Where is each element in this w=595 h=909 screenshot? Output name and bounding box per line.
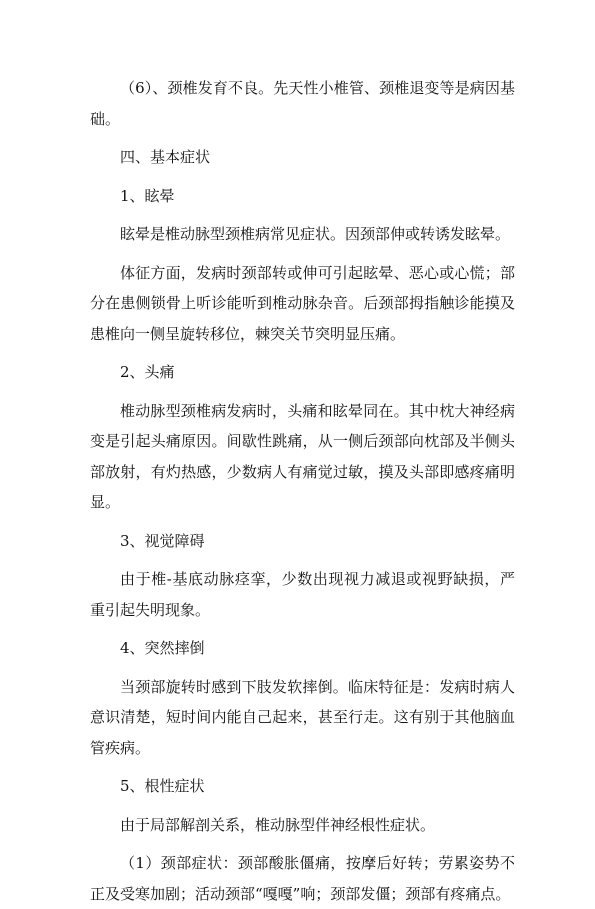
document-body — [90, 73, 515, 909]
paragraph-vertigo: 眩晕是椎动脉型颈椎病常见症状。因颈部伸或转诱发眩晕。 — [120, 225, 511, 243]
subheading-vertigo: 1、眩晕 — [120, 186, 175, 205]
spacer — [90, 840, 515, 848]
paragraph-cause-6: （6）、颈椎发育不良。先天性小椎管、颈椎退变等是病因基础。 — [90, 79, 515, 128]
paragraph-headache: 椎动脉型颈椎病发病时，头痛和眩晕同在。其中枕大神经病变是引起头痛原因。间歇性跳痛，从一侧后颈部向枕部及半侧头部放射，有灼热感，少数病人有痛觉过敏，摸及头部即感疼痛明显。 — [90, 401, 515, 511]
paragraph-sudden-fall: 当颈部旋转时感到下肢发软摔倒。临床特征是：发病时病人意识清楚，短时间内能自己起来，甚至行走。这有别于其他脑血管疾病。 — [90, 677, 515, 757]
paragraph-neck-symptoms: （1）颈部症状：颈部酸胀僵痛，按摩后好转；劳累姿势不正及受寒加剧；活动颈部“嘎嘎”响；颈部发僵；颈部有疼痛点。 — [90, 854, 515, 903]
subheading-visual-disorder: 3、视觉障碍 — [120, 531, 205, 550]
spacer — [90, 173, 515, 181]
paragraph-physical-signs: 体征方面，发病时颈部转或伸可引起眩晕、恶心或心慌；部分在患侧锁骨上听诊能听到椎动脉杂音。后颈部拇指触诊能摸及患椎向一侧呈旋转移位，棘突关节突明显压痛。 — [90, 263, 515, 343]
spacer — [90, 802, 515, 810]
spacer — [90, 349, 515, 357]
subheading-root-symptoms: 5、根性症状 — [120, 777, 205, 795]
spacer — [90, 250, 515, 258]
paragraph-root-symptoms: 由于局部解剖关系，椎动脉型伴神经根性症状。 — [120, 815, 436, 834]
paragraph-visual-disorder: 由于椎-基底动脉痉挛，少数出现视力减退或视野缺损，严重引起失明现象。 — [90, 570, 515, 619]
spacer — [90, 518, 515, 526]
spacer — [90, 763, 515, 771]
spacer — [90, 556, 515, 564]
subheading-sudden-fall: 4、突然摔倒 — [120, 639, 205, 657]
spacer — [90, 625, 515, 633]
spacer — [90, 388, 515, 396]
spacer — [90, 664, 515, 672]
section-heading-basic-symptoms: 四、基本症状 — [120, 148, 211, 166]
spacer — [90, 211, 515, 219]
spacer — [90, 134, 515, 142]
subheading-headache: 2、头痛 — [120, 363, 175, 381]
